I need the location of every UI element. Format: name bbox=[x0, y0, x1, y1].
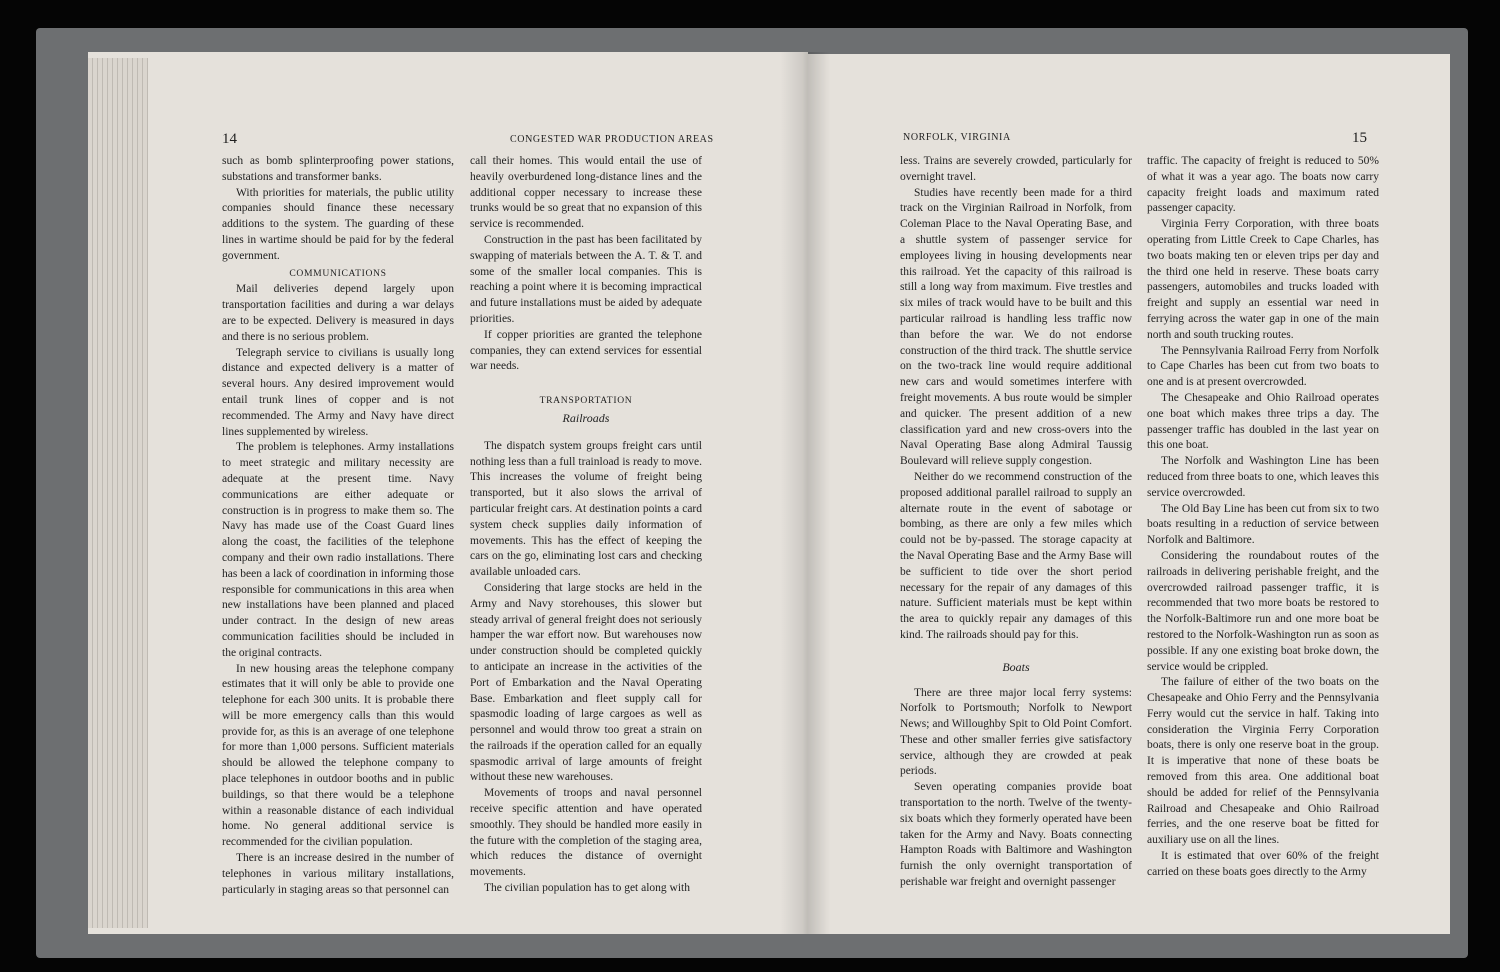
paragraph: traffic. The capacity of freight is reduced to 50% of what it was a year ago. The boats now carry capacity freight loads and maximum rated passenger capacity. bbox=[1147, 155, 1379, 215]
page-number-left: 14 bbox=[222, 131, 237, 147]
book-gutter bbox=[780, 52, 830, 934]
paragraph: The failure of either of the two boats on the Chesapeake and Ohio Ferry and the Pennsylvania Ferry would cut the service in half. Taking into consideration the Virginia Ferry Corporation boats, there is only one reserve boat in the group. It is imperative that none of these boats be removed from this area. One additional boat should be added for relief of the Pennsylvania Railroad and Chesapeake and Ohio Railroad ferries, and the one reserve boat be fitted for auxiliary use on all the lines. bbox=[1147, 676, 1379, 847]
paragraph: There are three major local ferry systems: Norfolk to Portsmouth; Norfolk to Newport News; and Willoughby Spit to Old Point Comfort. These and other smaller ferries give satisfactory service, although they are crowded at peak periods. bbox=[900, 686, 1132, 778]
subsection-heading: Boats bbox=[1002, 659, 1030, 674]
paragraph: Virginia Ferry Corporation, with three boats operating from Little Creek to Cape Charles, has two boats making ten or eleven trips per day and the third one held in reserve. These boats carry passengers, automobiles and trucks loaded with freight and supply an essential war need in ferrying across the water gap in one of the main north and south trucking routes. bbox=[1147, 218, 1379, 341]
paragraph: Neither do we recommend construction of the proposed additional parallel railroad to supply an alternate route in the event of sabotage or bombing, as there are only a few miles which could not be by-passed. The storage capacity at the Naval Operating Base and the Army Base will be sufficient to tide over the short period necessary for the repair of any damages of this nature. Sufficient materials must be kept within the area to quickly repair any damages of this kind. The railroads should pay for this. bbox=[900, 470, 1132, 641]
paragraph: call their homes. This would entail the use of heavily overburdened long-distance lines and the additional copper necessary to increase these trunks would be so great that no expansion of this service is recommended. bbox=[470, 155, 702, 231]
paragraph: Mail deliveries depend largely upon transportation facilities and during a war delays are to be expected. Delivery is measured in days and there is no serious problem. bbox=[222, 283, 454, 343]
paragraph: The Norfolk and Washington Line has been reduced from three boats to one, which leaves this service overcrowded. bbox=[1147, 455, 1379, 499]
paragraph: The Old Bay Line has been cut from six to two boats resulting in a reduction of service between Norfolk and Baltimore. bbox=[1147, 502, 1379, 547]
paragraph: The civilian population has to get along with bbox=[484, 882, 691, 895]
paragraph: The Pennsylvania Railroad Ferry from Norfolk to Cape Charles has been cut from two boats to one and is at present overcrowded. bbox=[1147, 344, 1379, 389]
paragraph: Considering the roundabout routes of the railroads in delivering perishable freight, and the overcrowded railroad passenger traffic, it is recommended that two more boats be restored to the Norfolk-Baltimore run and one more boat be restored to the Norfolk-Washington run as soon as possible. If any one existing boat broke down, the service would be crippled. bbox=[1147, 549, 1379, 673]
paragraph: If copper priorities are granted the telephone companies, they can extend services for essential war needs. bbox=[470, 328, 702, 373]
paragraph: With priorities for materials, the public utility companies should finance these necessary additions to the system. The guarding of these lines in wartime should be paid for by the federal government. bbox=[222, 186, 454, 262]
paragraph: such as bomb splinterproofing power stations, substations and transformer banks. bbox=[222, 155, 454, 183]
paragraph: Seven operating companies provide boat transportation to the north. Twelve of the twenty-six boats which they formerly operated have been taken for the Army and Navy. Boats connecting Hampton Roads with Baltimore and Washington furnish the only overnight transportation of perishable war freight and overnight passenger bbox=[900, 781, 1132, 889]
right-col-2 bbox=[1147, 154, 1379, 881]
paragraph: The Chesapeake and Ohio Railroad operates one boat which makes three trips a day. The passenger traffic has doubled in the last year on this one boat. bbox=[1147, 391, 1379, 452]
left-col-1 bbox=[222, 154, 454, 898]
paragraph: Studies have recently been made for a third track on the Virginian Railroad in Norfolk, from Coleman Place to the Naval Operating Base, and a shuttle system of passenger service for employees living in housing developments near this railroad. Yet the capacity of this railroad is still a long way from maximum. Five trestles and six miles of track would have to be built and this particular railroad is handling less traffic now than before the war. We do not endorse construction of the third track. The shuttle service on the two-track line would require additional new cars and would sometimes interfere with freight movements. A bus route would be simpler and quicker. The present addition of a new classification yard and new cross-overs into the Naval Operating Base along Admiral Taussig Boulevard will relieve supply congestion. bbox=[900, 186, 1132, 468]
paragraph: Construction in the past has been facilitated by swapping of materials between the A. T. & T. and some of the smaller local companies. This is reaching a point where it is becoming impractical and future installations must be aided by adequate priorities. bbox=[470, 233, 702, 325]
section-heading: TRANSPORTATION bbox=[539, 395, 633, 407]
running-head-left: CONGESTED WAR PRODUCTION AREAS bbox=[510, 134, 714, 145]
page-edges bbox=[88, 58, 148, 928]
subsection-heading: Railroads bbox=[562, 410, 610, 425]
paragraph: The problem is telephones. Army installations to meet strategic and military necessity are adequate at the present time. Navy communications are either adequate or construction is in progress to make them so. The Navy has made use of the Coast Guard lines along the coast, the facilities of the telephone company and their own radio installations. There has been a lack of coordination in informing those responsible for communications in this area when new installations have been planned and placed under contract. In the design of new areas communication facilities should be included in the original contracts. bbox=[222, 441, 454, 659]
page-number-right: 15 bbox=[1352, 130, 1367, 146]
paragraph: Telegraph service to civilians is usually long distance and expected delivery is a matter of several hours. Any desired improvement would entail trunk lines of copper and is not recommended. The Army and Navy have direct lines supplemented by wireless. bbox=[222, 346, 454, 438]
paragraph: There is an increase desired in the number of telephones in various military installations, particularly in staging areas so that personnel can bbox=[222, 852, 454, 896]
running-head-right: NORFOLK, VIRGINIA bbox=[903, 132, 1011, 143]
paragraph: The dispatch system groups freight cars until nothing less than a full trainload is ready to move. This increases the volume of freight being transported, but it also slows the arrival of particular freight cars. At destination points a card system check supplies daily information of movements. This has the effect of keeping the cars on the go, eliminating lost cars and checking available unloaded cars. bbox=[470, 439, 702, 579]
paragraph: less. Trains are severely crowded, particularly for overnight travel. bbox=[900, 155, 1132, 183]
paragraph: Movements of troops and naval personnel receive specific attention and have operated smoothly. They should be handled more easily in the future with the completion of the staging area, which reduces the distance of overnight movements. bbox=[470, 787, 702, 879]
paragraph: In new housing areas the telephone company estimates that it will only be able to provide one telephone for each 300 units. It is probable there will be more emergency calls than this would provide for, as this is an average of one telephone for more than 1,000 persons. Sufficient materials should be allowed the telephone company to place telephones in outdoor booths and in public buildings, so that there would be a telephone within a reasonable distance of each individual home. No general additional service is recommended for the civilian population. bbox=[222, 662, 454, 849]
section-heading: COMMUNICATIONS bbox=[289, 267, 387, 279]
paragraph: Considering that large stocks are held in the Army and Navy storehouses, this slower but steady arrival of general freight does not seriously hamper the war effort now. But warehouses now under construction should be completed quickly to anticipate an increase in the activities of the Port of Embarkation and the Naval Operating Base. Embarkation and fleet supply call for spasmodic loading of large cargoes as well as personnel and would throw too great a strain on the railroads if the operation called for an equally spasmodic arrival of large amounts of freight without these new warehouses. bbox=[470, 581, 702, 784]
paragraph: It is estimated that over 60% of the freight carried on these boats goes directly to the Army bbox=[1147, 850, 1379, 878]
right-col-1 bbox=[900, 154, 1132, 891]
left-col-2 bbox=[470, 154, 702, 897]
